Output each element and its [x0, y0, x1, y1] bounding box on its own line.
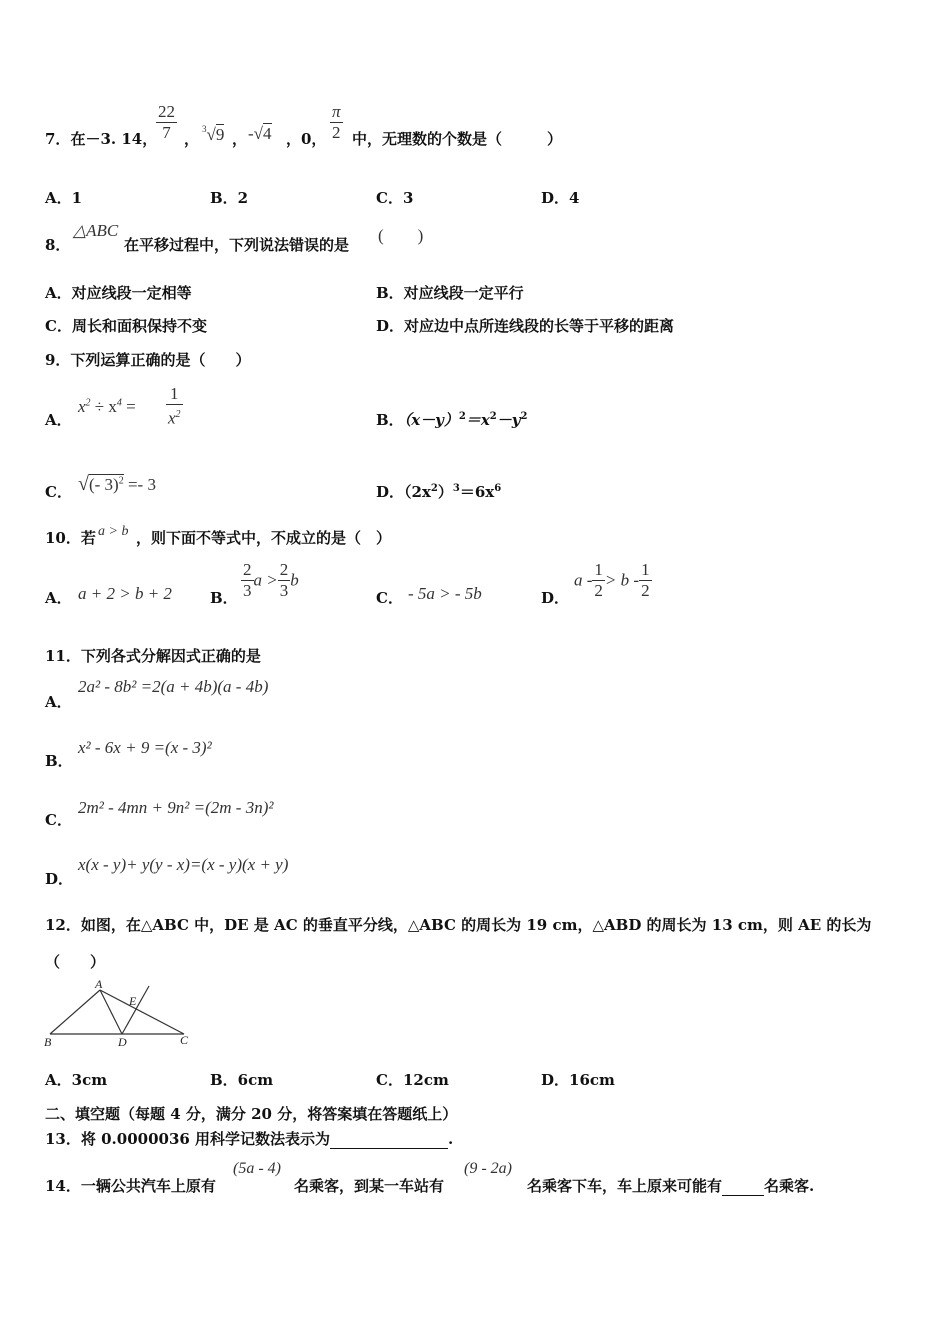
radical-icon: √ [206, 125, 216, 144]
q7-neg-sqrt [248, 124, 272, 144]
radical-icon: √ [253, 124, 264, 143]
q7-sqrt-arg: 4 [263, 124, 272, 143]
q9-a-frac-den-exp: 2 [175, 409, 181, 420]
q8-triangle: △ABC [73, 221, 119, 240]
q11-option-c-expr: 2m² - 4mn + 9n² =(2m - 3n)² [78, 798, 274, 817]
q10-d-n1: 1 [594, 560, 603, 579]
q8-stem: 在平移过程中，下列说法错误的是 [124, 236, 350, 254]
q10-tail: ，则下面不等式中，不成立的是（ ） [136, 529, 392, 547]
q11-option-b-expr: x² - 6x + 9 =(x - 3)² [78, 738, 212, 757]
q10-d-d1: 2 [594, 581, 603, 600]
q10-option-d-label[interactable]: D． [541, 589, 570, 607]
q13-text: 13．将 0.0000036 用科学记数法表示为 [45, 1130, 331, 1148]
q8-option-c[interactable]: C．周长和面积保持不变 [45, 317, 207, 335]
q9-option-c-label[interactable]: C． [45, 483, 72, 501]
q7-neg: - [248, 124, 254, 143]
q10-option-b-label[interactable]: B． [210, 589, 238, 607]
q9-c-rhs: =- 3 [123, 475, 156, 494]
q9-option-a-label[interactable]: A． [45, 411, 72, 429]
q7-option-d[interactable]: D．4 [541, 189, 580, 207]
q7-sep2: ， [232, 130, 248, 148]
q7-line [45, 128, 157, 149]
label-d: D [118, 1035, 127, 1048]
q11-option-d-label[interactable]: D． [45, 870, 74, 888]
q7-tail: 中，无理数的个数是（ ） [352, 130, 563, 148]
segment-ab [50, 990, 100, 1034]
q7-zero: ，0， [286, 130, 327, 148]
q14-part4: 名乘客. [764, 1177, 815, 1195]
q7-option-c[interactable]: C．3 [376, 189, 414, 207]
q7-frac1-denominator: 7 [162, 123, 171, 142]
q9-b-text: （x－y） [403, 411, 459, 429]
q11-option-c-label[interactable]: C． [45, 811, 72, 829]
q12-stem: 12．如图，在△ABC 中，DE 是 AC 的垂直平分线，△ABC 的周长为 19 cm，△ABD 的周长为 13 cm，则 AE 的长为 [45, 916, 872, 934]
q10-b-d2: 3 [279, 581, 289, 600]
q7-frac1-numerator: 22 [158, 102, 175, 121]
q9-c-exp: 2 [118, 475, 124, 487]
q8-option-d[interactable]: D．对应边中点所连线段的长等于平移的距离 [376, 317, 675, 335]
label-a: A [95, 978, 103, 991]
segment-ac [100, 990, 184, 1034]
q9-option-c-expr [78, 473, 156, 496]
q13-end: . [448, 1130, 454, 1148]
q9-d-exp3: 6 [494, 483, 502, 494]
q10-d-a: a - [574, 570, 593, 590]
label-e: E [129, 994, 137, 1008]
q7-number: 7． [45, 130, 71, 148]
q10-b-d1: 3 [243, 581, 252, 600]
q11-option-b-label[interactable]: B． [45, 752, 73, 770]
q9-a-frac-den-x: x [168, 408, 176, 428]
q10-condition: a > b [98, 524, 129, 539]
q12-option-b[interactable]: B．6cm [210, 1071, 274, 1089]
q9-d-mid: ） [437, 483, 453, 501]
q14-answer-blank[interactable] [722, 1177, 764, 1196]
q10-b-end: b [290, 570, 299, 590]
radical-icon: √ [78, 473, 89, 495]
q9-option-d[interactable] [376, 481, 501, 502]
q10-d-n2: 1 [641, 560, 650, 579]
q14-expr2: (9 - 2a) [464, 1160, 512, 1177]
q9-d-label: D． [376, 483, 405, 501]
q14-line-end [527, 1175, 814, 1196]
label-c: C [180, 1033, 189, 1047]
q9-d-exp1: 2 [430, 483, 438, 494]
q10-b-n2: 2 [279, 560, 289, 579]
q9-a-frac-den [166, 405, 183, 429]
q7-cbrt-arg: 9 [215, 125, 225, 144]
q9-a-exp1: 2 [85, 397, 91, 409]
q10-b-frac1 [241, 560, 254, 601]
q9-option-a-lhs [78, 397, 136, 417]
q10-d-frac2 [639, 560, 652, 601]
q11-option-a-label[interactable]: A． [45, 693, 72, 711]
q11-option-a-expr: 2a² - 8b² =2(a + 4b)(a - 4b) [78, 677, 269, 696]
q7-frac2-denominator: 2 [332, 123, 341, 142]
q10-option-c-expr: - 5a > - 5b [408, 584, 482, 603]
q9-a-frac-num: 1 [166, 384, 183, 405]
q13-line [45, 1128, 453, 1149]
q10-option-c-label[interactable]: C． [376, 589, 403, 607]
q9-a-exp2: 4 [116, 397, 122, 409]
q10-d-frac1 [592, 560, 605, 601]
q9-c-radicand [89, 474, 124, 494]
q9-option-b[interactable] [376, 409, 527, 430]
q10-option-a-label[interactable]: A． [45, 589, 72, 607]
q7-cube-root [202, 124, 224, 145]
q12-option-d[interactable]: D．16cm [541, 1071, 615, 1089]
q14-part3: 名乘客下车，车上原来可能有 [527, 1177, 723, 1195]
q9-b-label: B． [376, 411, 404, 429]
q8-option-a[interactable]: A．对应线段一定相等 [45, 284, 192, 302]
q10-d-d2: 2 [641, 581, 650, 600]
q8-paren: ( ) [378, 226, 424, 245]
q9-a-eq: = [121, 397, 136, 416]
q10-option-a-expr: a + 2 > b + 2 [78, 584, 172, 603]
q7-option-b[interactable]: B．2 [210, 189, 249, 207]
q10-option-b-expr [241, 560, 299, 601]
q11-stem: 11．下列各式分解因式正确的是 [45, 647, 261, 665]
q9-b-exp3: 2 [520, 411, 528, 422]
q9-b-minus: －y [496, 411, 521, 429]
q10-d-mid: > b - [604, 570, 640, 590]
section2-title: 二、填空题（每题 4 分，满分 20 分，将答案填在答题纸上） [45, 1105, 458, 1123]
q7-sep1: ， [184, 130, 200, 148]
q10-option-d-expr [574, 560, 652, 601]
q7-fraction-22-7 [156, 102, 177, 143]
q9-option-a-fraction [166, 384, 183, 429]
q12-triangle-figure [44, 978, 192, 1048]
q8-number: 8． [45, 236, 71, 254]
q12-option-a[interactable]: A．3cm [45, 1071, 108, 1089]
q9-d-text: （2x [404, 483, 431, 501]
q11-option-d-expr: x(x - y)+ y(y - x)=(x - y)(x + y) [78, 855, 289, 874]
q10-lead: 10．若 [45, 529, 96, 547]
q14-expr1: (5a - 4) [233, 1160, 281, 1177]
q12-option-c[interactable]: C．12cm [376, 1071, 449, 1089]
q9-b-exp: 2 [458, 411, 466, 422]
q7-cbrt-index: 3 [202, 124, 207, 134]
q9-d-exp2: 3 [452, 483, 460, 494]
q7-fraction-pi-2 [330, 102, 343, 143]
q7-option-a[interactable]: A．1 [45, 189, 83, 207]
q9-stem: 9．下列运算正确的是（ ） [45, 351, 251, 369]
label-b: B [44, 1035, 52, 1048]
q9-d-rhs: ＝6x [459, 483, 495, 501]
q10-b-n1: 2 [243, 560, 252, 579]
q8-option-b[interactable]: B．对应线段一定平行 [376, 284, 524, 302]
q9-c-inner: (- 3) [88, 475, 119, 494]
q9-a-div: ÷ x [90, 397, 117, 416]
q7-lead: 在－3. 14， [70, 130, 158, 148]
segment-ad [100, 990, 122, 1034]
q10-b-frac2 [278, 560, 291, 601]
q9-b-rest: ＝x [465, 411, 490, 429]
q14-part1: 14．一辆公共汽车上原有 [45, 1177, 216, 1195]
q13-answer-blank[interactable] [330, 1130, 448, 1149]
q12-paren: （ ） [45, 953, 106, 971]
q9-b-exp2: 2 [489, 411, 497, 422]
q10-b-mid: a > [253, 570, 278, 590]
q9-a-x: x [78, 397, 86, 416]
q7-frac2-numerator: π [332, 102, 341, 121]
q14-part2: 名乘客，到某一车站有 [294, 1177, 445, 1195]
